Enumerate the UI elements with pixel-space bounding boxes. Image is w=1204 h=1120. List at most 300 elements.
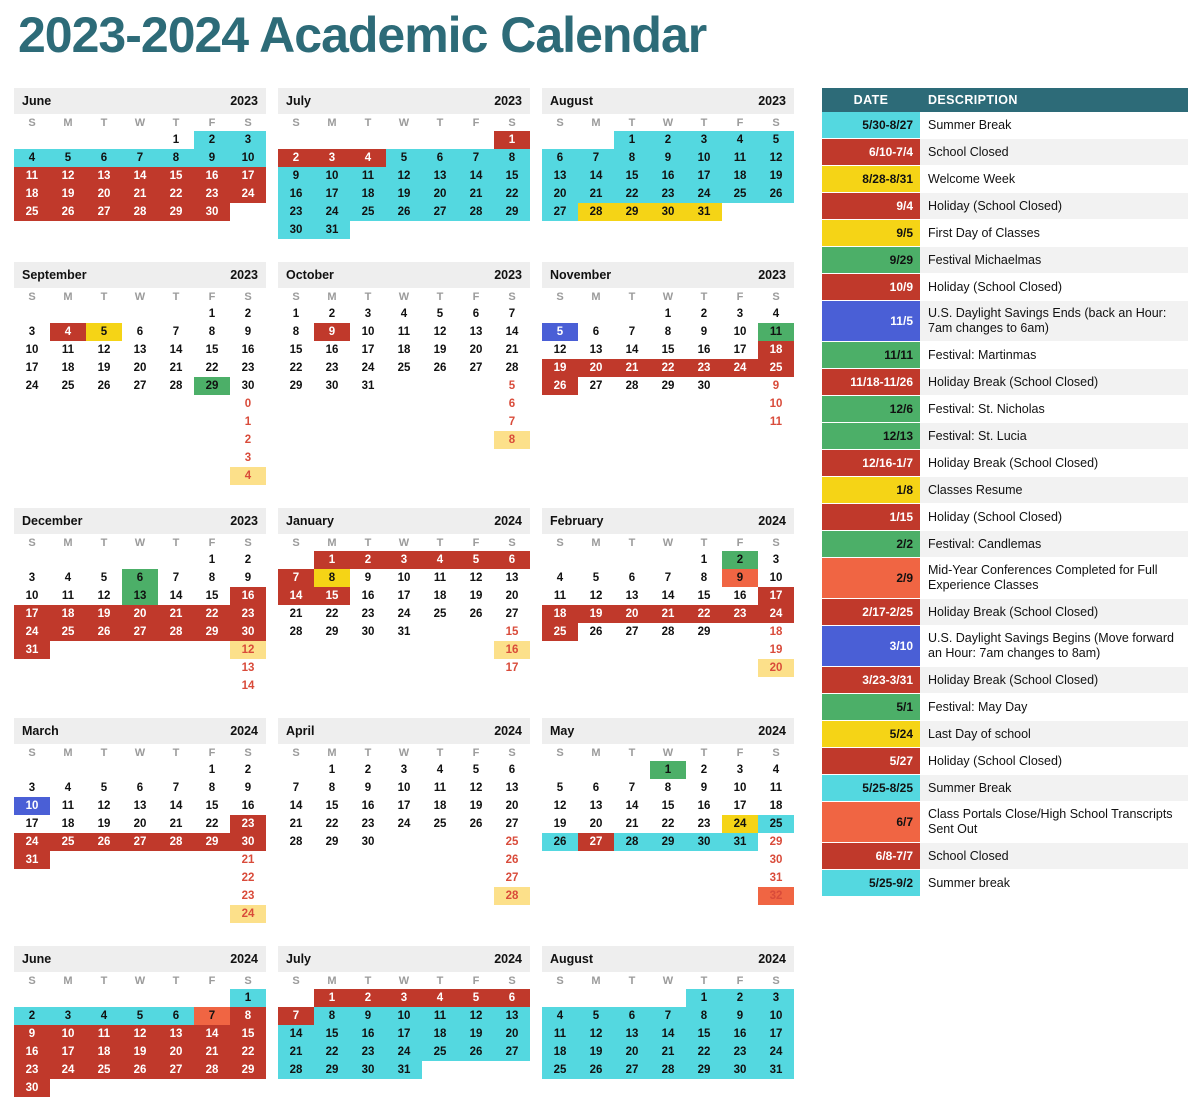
- day-cell-trailing[interactable]: 6: [508, 397, 516, 410]
- day-cell[interactable]: 10: [686, 149, 722, 167]
- day-cell[interactable]: 8: [686, 1007, 722, 1025]
- legend-row[interactable]: [822, 870, 1188, 897]
- day-cell[interactable]: 22: [205, 817, 219, 830]
- day-cell-trailing[interactable]: 7: [508, 415, 516, 428]
- day-cell[interactable]: 4: [400, 307, 408, 320]
- legend-row[interactable]: [822, 748, 1188, 775]
- day-cell[interactable]: 30: [697, 379, 711, 392]
- day-cell[interactable]: 13: [133, 343, 147, 356]
- day-cell[interactable]: 12: [122, 1025, 158, 1043]
- day-cell-trailing[interactable]: 28: [494, 887, 530, 905]
- day-cell[interactable]: 5: [592, 571, 600, 584]
- day-cell[interactable]: 8: [292, 325, 300, 338]
- day-cell[interactable]: 6: [542, 149, 578, 167]
- day-cell[interactable]: 9: [364, 781, 372, 794]
- day-cell[interactable]: 11: [397, 325, 411, 338]
- day-cell[interactable]: 26: [122, 1061, 158, 1079]
- day-cell[interactable]: 30: [686, 833, 722, 851]
- day-cell[interactable]: 16: [241, 799, 255, 812]
- day-cell[interactable]: 9: [364, 571, 372, 584]
- day-cell[interactable]: 18: [397, 343, 411, 356]
- day-cell[interactable]: 20: [158, 1043, 194, 1061]
- day-cell[interactable]: 2: [194, 131, 230, 149]
- day-cell[interactable]: 19: [553, 817, 567, 830]
- day-cell[interactable]: 10: [25, 343, 39, 356]
- day-cell[interactable]: 20: [122, 605, 158, 623]
- day-cell[interactable]: 25: [14, 203, 50, 221]
- day-cell[interactable]: 11: [350, 167, 386, 185]
- day-cell[interactable]: 22: [194, 605, 230, 623]
- day-cell[interactable]: 5: [542, 323, 578, 341]
- day-cell[interactable]: 11: [422, 1007, 458, 1025]
- day-cell-trailing[interactable]: 9: [772, 379, 780, 392]
- day-cell-trailing[interactable]: 14: [241, 679, 255, 692]
- legend-row[interactable]: [822, 504, 1188, 531]
- day-cell[interactable]: 28: [661, 625, 675, 638]
- day-cell[interactable]: 22: [614, 185, 650, 203]
- day-cell[interactable]: 23: [278, 203, 314, 221]
- day-cell[interactable]: 7: [122, 149, 158, 167]
- legend-row[interactable]: [822, 721, 1188, 748]
- day-cell-trailing[interactable]: 22: [241, 871, 255, 884]
- day-cell[interactable]: 25: [350, 203, 386, 221]
- day-cell[interactable]: 21: [650, 1043, 686, 1061]
- day-cell[interactable]: 15: [205, 799, 219, 812]
- day-cell[interactable]: 9: [650, 149, 686, 167]
- day-cell[interactable]: 31: [397, 625, 411, 638]
- day-cell[interactable]: 23: [697, 817, 711, 830]
- day-cell[interactable]: 16: [733, 589, 747, 602]
- day-cell[interactable]: 28: [158, 833, 194, 851]
- day-cell[interactable]: 3: [28, 325, 36, 338]
- day-cell[interactable]: 7: [172, 781, 180, 794]
- day-cell[interactable]: 25: [397, 361, 411, 374]
- day-cell-trailing[interactable]: 27: [505, 871, 519, 884]
- day-cell[interactable]: 5: [386, 149, 422, 167]
- day-cell[interactable]: 30: [194, 203, 230, 221]
- day-cell[interactable]: 26: [542, 833, 578, 851]
- day-cell[interactable]: 21: [289, 607, 303, 620]
- day-cell[interactable]: 25: [433, 607, 447, 620]
- day-cell[interactable]: 7: [628, 781, 636, 794]
- day-cell[interactable]: 15: [314, 1025, 350, 1043]
- day-cell[interactable]: 18: [61, 361, 75, 374]
- day-cell[interactable]: 6: [592, 781, 600, 794]
- day-cell[interactable]: 27: [158, 1061, 194, 1079]
- day-cell[interactable]: 15: [494, 167, 530, 185]
- day-cell[interactable]: 21: [614, 359, 650, 377]
- day-cell[interactable]: 4: [422, 551, 458, 569]
- day-cell[interactable]: 1: [700, 553, 708, 566]
- day-cell[interactable]: 30: [650, 203, 686, 221]
- day-cell[interactable]: 31: [361, 379, 375, 392]
- day-cell-trailing[interactable]: 8: [494, 431, 530, 449]
- day-cell-trailing[interactable]: 0: [244, 397, 252, 410]
- day-cell[interactable]: 30: [361, 625, 375, 638]
- day-cell-trailing[interactable]: 30: [769, 853, 783, 866]
- day-cell[interactable]: 24: [722, 359, 758, 377]
- day-cell[interactable]: 13: [494, 1007, 530, 1025]
- day-cell[interactable]: 29: [314, 1061, 350, 1079]
- day-cell[interactable]: 1: [172, 133, 180, 146]
- day-cell[interactable]: 8: [494, 149, 530, 167]
- day-cell[interactable]: 14: [505, 325, 519, 338]
- day-cell[interactable]: 19: [97, 361, 111, 374]
- day-cell[interactable]: 10: [769, 571, 783, 584]
- day-cell[interactable]: 12: [97, 799, 111, 812]
- legend-row[interactable]: [822, 626, 1188, 667]
- day-cell[interactable]: 26: [542, 377, 578, 395]
- day-cell[interactable]: 21: [458, 185, 494, 203]
- day-cell[interactable]: 10: [314, 167, 350, 185]
- day-cell[interactable]: 18: [86, 1043, 122, 1061]
- day-cell-trailing[interactable]: 25: [505, 835, 519, 848]
- day-cell-trailing[interactable]: 16: [494, 641, 530, 659]
- day-cell[interactable]: 6: [592, 325, 600, 338]
- day-cell[interactable]: 28: [194, 1061, 230, 1079]
- day-cell[interactable]: 5: [86, 323, 122, 341]
- day-cell[interactable]: 18: [350, 185, 386, 203]
- day-cell[interactable]: 8: [208, 325, 216, 338]
- day-cell[interactable]: 30: [230, 833, 266, 851]
- day-cell[interactable]: 27: [494, 1043, 530, 1061]
- day-cell[interactable]: 4: [772, 307, 780, 320]
- day-cell[interactable]: 29: [289, 379, 303, 392]
- day-cell[interactable]: 11: [61, 799, 75, 812]
- day-cell[interactable]: 11: [433, 781, 447, 794]
- day-cell[interactable]: 4: [350, 149, 386, 167]
- day-cell[interactable]: 9: [700, 781, 708, 794]
- day-cell[interactable]: 16: [278, 185, 314, 203]
- day-cell[interactable]: 2: [722, 989, 758, 1007]
- day-cell-trailing[interactable]: 1: [244, 415, 252, 428]
- day-cell[interactable]: 6: [136, 781, 144, 794]
- day-cell[interactable]: 5: [458, 551, 494, 569]
- day-cell-trailing[interactable]: 2: [244, 433, 252, 446]
- day-cell[interactable]: 27: [469, 361, 483, 374]
- day-cell-trailing[interactable]: 20: [758, 659, 794, 677]
- day-cell[interactable]: 22: [230, 1043, 266, 1061]
- day-cell[interactable]: 20: [614, 605, 650, 623]
- day-cell[interactable]: 11: [553, 589, 567, 602]
- day-cell[interactable]: 8: [664, 781, 672, 794]
- day-cell[interactable]: 23: [325, 361, 339, 374]
- day-cell[interactable]: 12: [97, 589, 111, 602]
- day-cell[interactable]: 24: [386, 1043, 422, 1061]
- day-cell[interactable]: 12: [469, 781, 483, 794]
- day-cell[interactable]: 20: [589, 817, 603, 830]
- day-cell[interactable]: 10: [397, 571, 411, 584]
- day-cell[interactable]: 2: [244, 307, 252, 320]
- day-cell[interactable]: 10: [733, 781, 747, 794]
- day-cell[interactable]: 2: [350, 551, 386, 569]
- day-cell[interactable]: 1: [292, 307, 300, 320]
- day-cell[interactable]: 3: [364, 307, 372, 320]
- day-cell[interactable]: 31: [14, 641, 50, 659]
- day-cell[interactable]: 18: [769, 799, 783, 812]
- day-cell[interactable]: 15: [614, 167, 650, 185]
- day-cell[interactable]: 23: [230, 815, 266, 833]
- day-cell[interactable]: 25: [542, 1061, 578, 1079]
- day-cell[interactable]: 7: [278, 569, 314, 587]
- day-cell[interactable]: 22: [289, 361, 303, 374]
- day-cell[interactable]: 31: [758, 1061, 794, 1079]
- day-cell[interactable]: 6: [472, 307, 480, 320]
- day-cell-trailing[interactable]: 24: [230, 905, 266, 923]
- day-cell[interactable]: 4: [542, 1007, 578, 1025]
- day-cell[interactable]: 5: [100, 781, 108, 794]
- day-cell[interactable]: 13: [158, 1025, 194, 1043]
- day-cell[interactable]: 13: [625, 589, 639, 602]
- day-cell[interactable]: 21: [278, 1043, 314, 1061]
- day-cell[interactable]: 27: [133, 379, 147, 392]
- day-cell[interactable]: 26: [469, 607, 483, 620]
- day-cell[interactable]: 8: [314, 569, 350, 587]
- day-cell[interactable]: 19: [386, 185, 422, 203]
- day-cell[interactable]: 5: [578, 1007, 614, 1025]
- day-cell[interactable]: 25: [50, 623, 86, 641]
- day-cell[interactable]: 14: [169, 589, 183, 602]
- day-cell-trailing[interactable]: 4: [230, 467, 266, 485]
- day-cell[interactable]: 18: [50, 605, 86, 623]
- day-cell[interactable]: 13: [469, 325, 483, 338]
- day-cell[interactable]: 28: [578, 203, 614, 221]
- legend-row[interactable]: [822, 247, 1188, 274]
- day-cell[interactable]: 14: [169, 343, 183, 356]
- day-cell-trailing[interactable]: 11: [769, 415, 783, 428]
- day-cell[interactable]: 31: [14, 851, 50, 869]
- day-cell[interactable]: 20: [133, 817, 147, 830]
- day-cell[interactable]: 7: [278, 1007, 314, 1025]
- day-cell[interactable]: 6: [494, 989, 530, 1007]
- day-cell[interactable]: 6: [158, 1007, 194, 1025]
- day-cell[interactable]: 29: [194, 377, 230, 395]
- day-cell[interactable]: 21: [169, 817, 183, 830]
- day-cell[interactable]: 13: [422, 167, 458, 185]
- day-cell[interactable]: 2: [14, 1007, 50, 1025]
- day-cell[interactable]: 4: [86, 1007, 122, 1025]
- day-cell[interactable]: 6: [122, 569, 158, 587]
- day-cell[interactable]: 8: [314, 1007, 350, 1025]
- day-cell[interactable]: 11: [542, 1025, 578, 1043]
- day-cell[interactable]: 4: [50, 323, 86, 341]
- legend-row[interactable]: [822, 558, 1188, 599]
- day-cell[interactable]: 16: [650, 167, 686, 185]
- day-cell[interactable]: 2: [650, 131, 686, 149]
- day-cell[interactable]: 14: [278, 587, 314, 605]
- day-cell[interactable]: 23: [350, 1043, 386, 1061]
- day-cell[interactable]: 11: [61, 589, 75, 602]
- day-cell[interactable]: 4: [422, 989, 458, 1007]
- legend-row[interactable]: [822, 450, 1188, 477]
- day-cell[interactable]: 28: [650, 1061, 686, 1079]
- day-cell[interactable]: 4: [722, 131, 758, 149]
- day-cell[interactable]: 11: [433, 571, 447, 584]
- day-cell[interactable]: 14: [578, 167, 614, 185]
- day-cell[interactable]: 18: [722, 167, 758, 185]
- day-cell[interactable]: 20: [505, 589, 519, 602]
- day-cell[interactable]: 17: [686, 167, 722, 185]
- day-cell[interactable]: 17: [361, 343, 375, 356]
- day-cell[interactable]: 3: [736, 307, 744, 320]
- day-cell[interactable]: 27: [422, 203, 458, 221]
- day-cell[interactable]: 22: [494, 185, 530, 203]
- day-cell[interactable]: 17: [14, 605, 50, 623]
- day-cell[interactable]: 17: [386, 1025, 422, 1043]
- day-cell[interactable]: 16: [722, 1025, 758, 1043]
- day-cell[interactable]: 16: [230, 587, 266, 605]
- day-cell[interactable]: 17: [397, 589, 411, 602]
- day-cell[interactable]: 25: [722, 185, 758, 203]
- day-cell-trailing[interactable]: 10: [769, 397, 783, 410]
- day-cell[interactable]: 18: [542, 605, 578, 623]
- day-cell[interactable]: 13: [86, 167, 122, 185]
- day-cell[interactable]: 5: [122, 1007, 158, 1025]
- day-cell[interactable]: 24: [230, 185, 266, 203]
- legend-row[interactable]: [822, 843, 1188, 870]
- day-cell[interactable]: 6: [494, 551, 530, 569]
- day-cell[interactable]: 10: [397, 781, 411, 794]
- day-cell[interactable]: 22: [686, 1043, 722, 1061]
- day-cell[interactable]: 5: [458, 989, 494, 1007]
- day-cell[interactable]: 24: [758, 1043, 794, 1061]
- day-cell[interactable]: 15: [661, 799, 675, 812]
- legend-row[interactable]: [822, 694, 1188, 721]
- day-cell[interactable]: 20: [494, 1025, 530, 1043]
- day-cell-trailing[interactable]: 3: [244, 451, 252, 464]
- day-cell[interactable]: 8: [700, 571, 708, 584]
- day-cell[interactable]: 20: [422, 185, 458, 203]
- day-cell[interactable]: 30: [278, 221, 314, 239]
- legend-row[interactable]: [822, 775, 1188, 802]
- day-cell[interactable]: 9: [722, 569, 758, 587]
- day-cell[interactable]: 24: [25, 379, 39, 392]
- day-cell[interactable]: 29: [194, 833, 230, 851]
- day-cell[interactable]: 21: [169, 361, 183, 374]
- day-cell[interactable]: 19: [469, 799, 483, 812]
- day-cell[interactable]: 17: [758, 587, 794, 605]
- day-cell[interactable]: 1: [664, 307, 672, 320]
- day-cell[interactable]: 15: [205, 589, 219, 602]
- day-cell[interactable]: 13: [133, 799, 147, 812]
- day-cell-trailing[interactable]: 26: [505, 853, 519, 866]
- day-cell[interactable]: 11: [758, 323, 794, 341]
- day-cell[interactable]: 24: [722, 815, 758, 833]
- day-cell[interactable]: 20: [469, 343, 483, 356]
- day-cell[interactable]: 17: [25, 361, 39, 374]
- day-cell[interactable]: 10: [14, 797, 50, 815]
- day-cell[interactable]: 2: [244, 553, 252, 566]
- day-cell[interactable]: 14: [122, 167, 158, 185]
- day-cell[interactable]: 3: [314, 149, 350, 167]
- day-cell[interactable]: 7: [664, 571, 672, 584]
- day-cell[interactable]: 17: [50, 1043, 86, 1061]
- day-cell[interactable]: 3: [400, 763, 408, 776]
- day-cell[interactable]: 3: [386, 551, 422, 569]
- day-cell[interactable]: 11: [722, 149, 758, 167]
- day-cell[interactable]: 26: [86, 623, 122, 641]
- day-cell[interactable]: 9: [244, 571, 252, 584]
- day-cell[interactable]: 26: [758, 185, 794, 203]
- day-cell[interactable]: 25: [758, 815, 794, 833]
- day-cell[interactable]: 29: [686, 1061, 722, 1079]
- day-cell[interactable]: 24: [686, 185, 722, 203]
- day-cell[interactable]: 12: [386, 167, 422, 185]
- day-cell[interactable]: 18: [433, 589, 447, 602]
- day-cell[interactable]: 23: [686, 359, 722, 377]
- day-cell[interactable]: 21: [505, 343, 519, 356]
- day-cell[interactable]: 26: [469, 817, 483, 830]
- day-cell[interactable]: 14: [625, 343, 639, 356]
- day-cell[interactable]: 24: [50, 1061, 86, 1079]
- day-cell[interactable]: 21: [158, 605, 194, 623]
- day-cell[interactable]: 11: [769, 781, 783, 794]
- day-cell[interactable]: 4: [14, 149, 50, 167]
- day-cell[interactable]: 27: [578, 833, 614, 851]
- day-cell[interactable]: 13: [589, 799, 603, 812]
- day-cell-trailing[interactable]: 21: [241, 853, 255, 866]
- day-cell[interactable]: 14: [458, 167, 494, 185]
- day-cell-trailing[interactable]: 32: [758, 887, 794, 905]
- day-cell[interactable]: 12: [97, 343, 111, 356]
- day-cell[interactable]: 7: [172, 571, 180, 584]
- day-cell[interactable]: 10: [50, 1025, 86, 1043]
- day-cell[interactable]: 10: [386, 1007, 422, 1025]
- day-cell[interactable]: 31: [386, 1061, 422, 1079]
- day-cell[interactable]: 4: [556, 571, 564, 584]
- day-cell[interactable]: 21: [625, 817, 639, 830]
- day-cell[interactable]: 4: [64, 571, 72, 584]
- day-cell[interactable]: 8: [328, 781, 336, 794]
- legend-row[interactable]: [822, 396, 1188, 423]
- day-cell[interactable]: 14: [278, 1025, 314, 1043]
- day-cell[interactable]: 22: [158, 185, 194, 203]
- day-cell[interactable]: 3: [50, 1007, 86, 1025]
- day-cell[interactable]: 15: [205, 343, 219, 356]
- day-cell[interactable]: 21: [578, 185, 614, 203]
- day-cell[interactable]: 21: [289, 817, 303, 830]
- day-cell[interactable]: 12: [50, 167, 86, 185]
- day-cell[interactable]: 16: [14, 1043, 50, 1061]
- day-cell[interactable]: 10: [25, 589, 39, 602]
- legend-row[interactable]: [822, 112, 1188, 139]
- day-cell[interactable]: 10: [758, 1007, 794, 1025]
- legend-row[interactable]: [822, 423, 1188, 450]
- day-cell[interactable]: 16: [361, 589, 375, 602]
- day-cell[interactable]: 27: [505, 607, 519, 620]
- day-cell[interactable]: 7: [458, 149, 494, 167]
- day-cell[interactable]: 27: [614, 1061, 650, 1079]
- day-cell[interactable]: 16: [350, 1025, 386, 1043]
- day-cell[interactable]: 19: [433, 343, 447, 356]
- day-cell[interactable]: 26: [433, 361, 447, 374]
- day-cell[interactable]: 20: [86, 185, 122, 203]
- day-cell[interactable]: 1: [686, 989, 722, 1007]
- day-cell[interactable]: 6: [614, 1007, 650, 1025]
- day-cell[interactable]: 13: [505, 781, 519, 794]
- day-cell[interactable]: 2: [722, 551, 758, 569]
- day-cell[interactable]: 7: [508, 307, 516, 320]
- day-cell[interactable]: 29: [650, 833, 686, 851]
- day-cell[interactable]: 6: [628, 571, 636, 584]
- day-cell-trailing[interactable]: 31: [769, 871, 783, 884]
- day-cell[interactable]: 21: [194, 1043, 230, 1061]
- day-cell[interactable]: 5: [472, 763, 480, 776]
- day-cell[interactable]: 2: [364, 763, 372, 776]
- day-cell-trailing[interactable]: 15: [505, 625, 519, 638]
- day-cell[interactable]: 24: [361, 361, 375, 374]
- day-cell[interactable]: 1: [208, 763, 216, 776]
